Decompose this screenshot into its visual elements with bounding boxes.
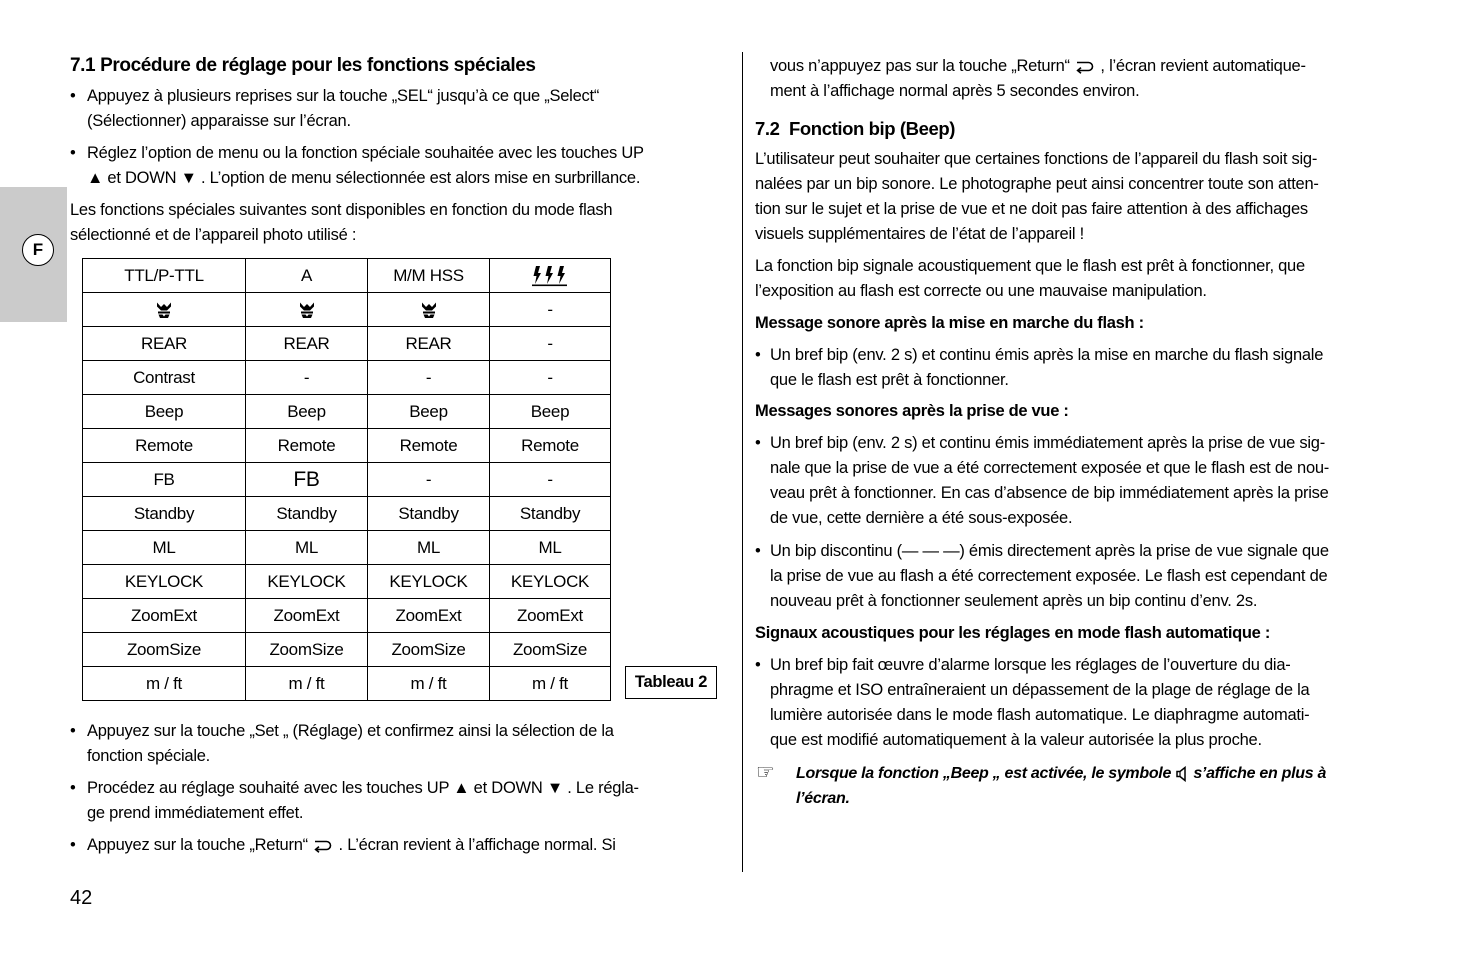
bullet-menu-option bbox=[70, 141, 644, 191]
function-symbol-icon bbox=[420, 301, 438, 319]
bullet-text bbox=[770, 653, 1309, 753]
language-badge bbox=[22, 234, 54, 266]
bullet-marker: • bbox=[70, 779, 76, 797]
text-line: sélectionné et de l’appareil photo utilisé : bbox=[70, 226, 357, 244]
table-cell: - bbox=[246, 361, 368, 395]
bullet-marker: • bbox=[755, 346, 761, 364]
table-cell: - bbox=[368, 361, 490, 395]
bullet-marker: • bbox=[70, 722, 76, 740]
text-line: Un bref bip (env. 2 s) et continu émis après la mise en marche du flash signale bbox=[770, 346, 1324, 364]
table-cell: ZoomExt bbox=[246, 599, 368, 633]
beep-intro-paragraph bbox=[755, 147, 1319, 247]
text-line: visuels supplémentaires de l’état de l’appareil ! bbox=[755, 225, 1084, 243]
language-letter: F bbox=[32, 240, 44, 259]
text-line: ▲ et DOWN ▼ . L’option de menu sélectionnée est alors mise en surbrillance. bbox=[87, 169, 641, 187]
table-cell: Standby bbox=[490, 497, 611, 531]
table-cell: REAR bbox=[246, 327, 368, 361]
text-line: Procédez au réglage souhaité avec les touches UP ▲ et DOWN ▼ . Le régla- bbox=[87, 779, 639, 797]
bullet-return bbox=[70, 833, 616, 858]
table-cell: - bbox=[490, 327, 611, 361]
bullet-alarm-beep bbox=[755, 653, 1310, 753]
table-body bbox=[83, 259, 611, 701]
table-cell: m / ft bbox=[368, 667, 490, 701]
table-cell: Remote bbox=[83, 429, 246, 463]
bullet-text bbox=[87, 84, 599, 134]
table-cell: REAR bbox=[368, 327, 490, 361]
return-icon bbox=[1074, 60, 1096, 74]
bullet-marker: • bbox=[70, 144, 76, 162]
text-segment: Appuyez sur la touche „Return“ bbox=[87, 836, 313, 854]
stroboscopic-flash-icon bbox=[530, 264, 570, 288]
text-line bbox=[796, 761, 1326, 786]
text-line: nale que la prise de vue a été correctement exposée et que le flash est de nou- bbox=[770, 459, 1330, 477]
note-text bbox=[796, 761, 1326, 811]
table-cell: Beep bbox=[490, 395, 611, 429]
text-line bbox=[770, 54, 1306, 79]
table-cell: Standby bbox=[368, 497, 490, 531]
table-row bbox=[83, 531, 611, 565]
table-cell: FB bbox=[83, 463, 246, 497]
table-row bbox=[83, 463, 611, 497]
table-cell bbox=[246, 293, 368, 327]
table-cell: ZoomExt bbox=[490, 599, 611, 633]
table-cell: KEYLOCK bbox=[368, 565, 490, 599]
subheading-power-on-sound: Message sonore après la mise en marche du flash : bbox=[755, 314, 1144, 332]
text-line: de vue, cette dernière a été sous-exposée. bbox=[770, 509, 1073, 527]
section-heading-7-1: 7.1 Procédure de réglage pour les fonctions spéciales bbox=[70, 55, 536, 76]
text-segment: . L’écran revient à l’affichage normal. Si bbox=[334, 836, 616, 854]
table-row bbox=[83, 429, 611, 463]
table-header-cell bbox=[490, 259, 611, 293]
table-cell: REAR bbox=[83, 327, 246, 361]
column-divider bbox=[742, 52, 743, 872]
text-line: la prise de vue au flash a été correctement exposée. Le flash est cependant de bbox=[770, 567, 1328, 585]
return-icon bbox=[312, 839, 334, 853]
table-row bbox=[83, 633, 611, 667]
table-cell: ZoomSize bbox=[368, 633, 490, 667]
bullet-set-confirm bbox=[70, 719, 614, 769]
text-line: que le flash est prêt à fonctionner. bbox=[770, 371, 1009, 389]
bullet-adjust-setting bbox=[70, 776, 639, 826]
text-segment: vous n’appuyez pas sur la touche „Return“ bbox=[770, 57, 1075, 75]
bullet-marker: • bbox=[755, 434, 761, 452]
table-cell: m / ft bbox=[246, 667, 368, 701]
table-row bbox=[83, 599, 611, 633]
text-line: fonction spéciale. bbox=[87, 747, 210, 765]
bullet-text bbox=[87, 776, 639, 826]
table-cell bbox=[83, 293, 246, 327]
table-cell: Standby bbox=[246, 497, 368, 531]
table-row bbox=[83, 361, 611, 395]
table-cell: Contrast bbox=[83, 361, 246, 395]
special-functions-table bbox=[82, 258, 611, 701]
text-line: Les fonctions spéciales suivantes sont disponibles en fonction du mode flash bbox=[70, 201, 613, 219]
table-row bbox=[83, 565, 611, 599]
table-header-cell: M/M HSS bbox=[368, 259, 490, 293]
table-header-row bbox=[83, 259, 611, 293]
section-heading-7-2: 7.2 Fonction bip (Beep) bbox=[755, 118, 956, 139]
text-line: phragme et ISO entraîneraient un dépassement de la plage de réglage de la bbox=[770, 681, 1310, 699]
text-line: Appuyez sur la touche „Set „ (Réglage) et confirmez ainsi la sélection de la bbox=[87, 722, 614, 740]
table-cell bbox=[368, 293, 490, 327]
bullet-marker: • bbox=[70, 836, 76, 854]
table-cell: ZoomSize bbox=[246, 633, 368, 667]
text-line: Réglez l’option de menu ou la fonction spéciale souhaitée avec les touches UP bbox=[87, 144, 644, 162]
subheading-auto-mode-signals: Signaux acoustiques pour les réglages en mode flash automatique : bbox=[755, 624, 1271, 642]
beep-symbol-note bbox=[796, 761, 1326, 811]
table-cell: - bbox=[490, 361, 611, 395]
table-row bbox=[83, 395, 611, 429]
table-row bbox=[83, 667, 611, 701]
text-line: tion sur le sujet et la prise de vue et ne doit pas faire attention à des affichages bbox=[755, 200, 1308, 218]
table-cell: KEYLOCK bbox=[246, 565, 368, 599]
bullet-text bbox=[87, 833, 616, 858]
bullet-text bbox=[87, 719, 614, 769]
bullet-text bbox=[87, 141, 644, 191]
text-line: Appuyez à plusieurs reprises sur la touche „SEL“ jusqu’à ce que „Select“ bbox=[87, 87, 600, 105]
text-line: L’utilisateur peut souhaiter que certaines fonctions de l’appareil du flash soit sig- bbox=[755, 150, 1318, 168]
table-cell: FB bbox=[246, 463, 368, 497]
text-line: nouveau prêt à fonctionner seulement après un bip continu d’env. 2s. bbox=[770, 592, 1258, 610]
text-line: Un bref bip fait œuvre d’alarme lorsque les réglages de l’ouverture du dia- bbox=[770, 656, 1291, 674]
text-segment: Lorsque la fonction „Beep „ est activée, le symbole bbox=[796, 765, 1176, 782]
table-cell: ZoomExt bbox=[83, 599, 246, 633]
bullet-select-sel bbox=[70, 84, 600, 134]
table-cell: ML bbox=[246, 531, 368, 565]
bullet-marker: • bbox=[70, 87, 76, 105]
table-header-cell: A bbox=[246, 259, 368, 293]
table-cell: m / ft bbox=[83, 667, 246, 701]
text-line: que est modifié automatiquement à la valeur autorisée la plus proche. bbox=[770, 731, 1262, 749]
table-row bbox=[83, 327, 611, 361]
text-line: nalées par un bip sonore. Le photographe peut ainsi concentrer toute son atten- bbox=[755, 175, 1319, 193]
bullet-return-continued bbox=[770, 54, 1306, 104]
table-cell: KEYLOCK bbox=[490, 565, 611, 599]
text-line: La fonction bip signale acoustiquement que le flash est prêt à fonctionner, que bbox=[755, 257, 1305, 275]
text-line: veau prêt à fonctionner. En cas d’absence de bip immédiatement après la prise bbox=[770, 484, 1329, 502]
table-cell: Beep bbox=[368, 395, 490, 429]
table-header-cell: TTL/P-TTL bbox=[83, 259, 246, 293]
table-cell: ML bbox=[83, 531, 246, 565]
text-segment: , l’écran revient automatique- bbox=[1096, 57, 1306, 75]
text-line: l’exposition au flash est correcte ou une mauvaise manipulation. bbox=[755, 282, 1207, 300]
subheading-after-shot-sounds: Messages sonores après la prise de vue : bbox=[755, 402, 1069, 420]
text-line: l’écran. bbox=[796, 790, 850, 807]
table-cell: ML bbox=[368, 531, 490, 565]
bullet-text bbox=[770, 343, 1323, 393]
table-cell: KEYLOCK bbox=[83, 565, 246, 599]
bullet-intermittent-beep bbox=[755, 539, 1329, 614]
text-line: Un bref bip (env. 2 s) et continu émis immédiatement après la prise de vue sig- bbox=[770, 434, 1325, 452]
table-cell: Beep bbox=[246, 395, 368, 429]
table-cell: - bbox=[368, 463, 490, 497]
pointing-hand-icon bbox=[756, 760, 775, 787]
text-line: Un bip discontinu (— — —) émis directement après la prise de vue signale que bbox=[770, 542, 1329, 560]
table-caption: Tableau 2 bbox=[625, 666, 717, 699]
table-cell: Standby bbox=[83, 497, 246, 531]
function-symbol-icon bbox=[155, 301, 173, 319]
table-cell: Remote bbox=[490, 429, 611, 463]
table-intro-paragraph bbox=[70, 198, 612, 248]
bullet-text bbox=[770, 431, 1329, 531]
table-cell: m / ft bbox=[490, 667, 611, 701]
bullet-ready-beep bbox=[755, 343, 1324, 393]
table-cell: - bbox=[490, 293, 611, 327]
bullet-continuous-beep bbox=[755, 431, 1330, 531]
table-cell: Remote bbox=[368, 429, 490, 463]
text-segment: s’affiche en plus à bbox=[1189, 765, 1327, 782]
table-cell: ML bbox=[490, 531, 611, 565]
beep-signal-paragraph bbox=[755, 254, 1305, 304]
text-line bbox=[87, 833, 616, 858]
page-number: 42 bbox=[70, 887, 93, 909]
table-cell: Beep bbox=[83, 395, 246, 429]
speaker-icon bbox=[1175, 766, 1189, 782]
bullet-marker: • bbox=[755, 656, 761, 674]
table-row bbox=[83, 497, 611, 531]
table-cell: ZoomExt bbox=[368, 599, 490, 633]
table-cell: ZoomSize bbox=[83, 633, 246, 667]
bullet-marker: • bbox=[755, 542, 761, 560]
bullet-text bbox=[770, 539, 1329, 614]
table-cell: ZoomSize bbox=[490, 633, 611, 667]
text-line: (Sélectionner) apparaisse sur l’écran. bbox=[87, 112, 351, 130]
table-cell: - bbox=[490, 463, 611, 497]
text-line: ment à l’affichage normal après 5 secondes environ. bbox=[770, 82, 1140, 100]
language-side-tab bbox=[0, 187, 67, 322]
text-line: ge prend immédiatement effet. bbox=[87, 804, 304, 822]
table-row bbox=[83, 293, 611, 327]
table-cell: Remote bbox=[246, 429, 368, 463]
text-line: lumière autorisée dans le mode flash automatique. Le diaphragme automati- bbox=[770, 706, 1310, 724]
function-symbol-icon bbox=[298, 301, 316, 319]
